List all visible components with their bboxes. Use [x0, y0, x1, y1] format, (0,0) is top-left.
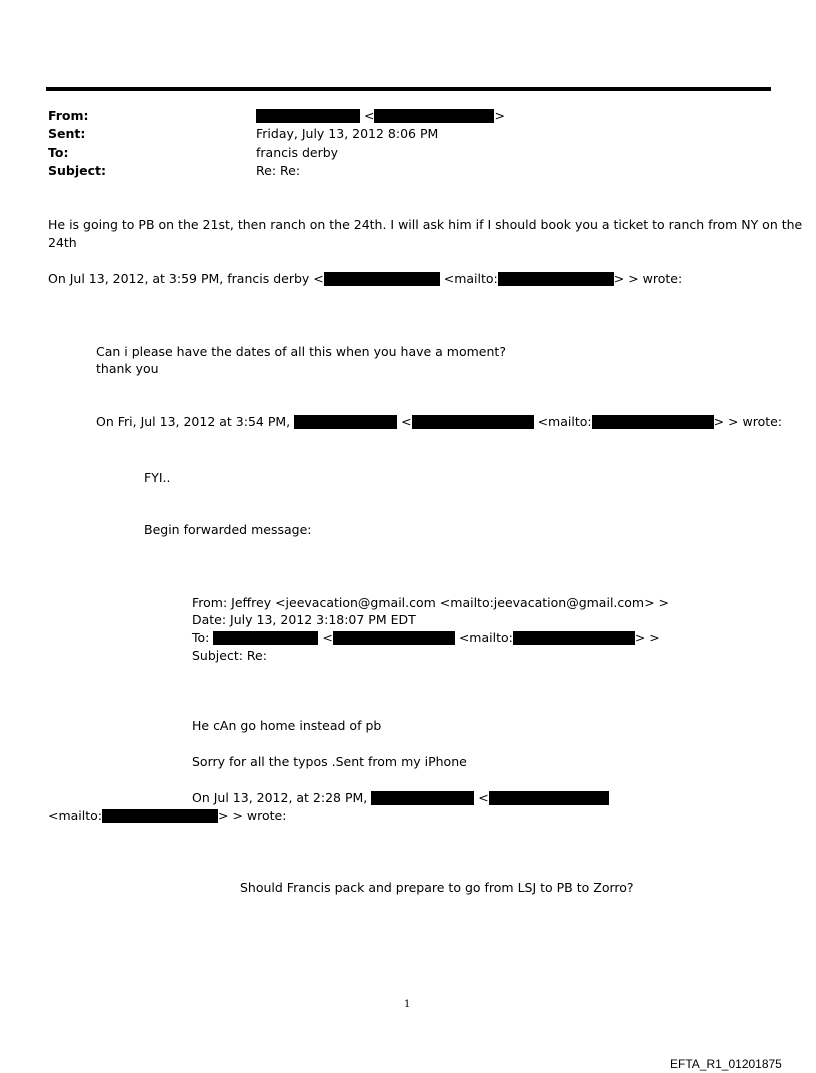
body-line-2: 24th — [48, 235, 77, 250]
subject-label: Subject: — [48, 163, 106, 178]
redaction-block — [489, 791, 609, 805]
redaction-block — [371, 791, 474, 805]
quote1-line-1: Can i please have the dates of all this when you have a moment? — [96, 344, 506, 359]
to-label: To: — [48, 145, 69, 160]
fwd-subject-line: Subject: Re: — [192, 648, 267, 663]
quote2-lt: < — [401, 414, 412, 429]
quote3-prefix: On Jul 13, 2012, at 2:28 PM, — [192, 790, 368, 805]
quote3-question: Should Francis pack and prepare to go from LSJ to PB to Zorro? — [240, 880, 634, 895]
from-value — [256, 108, 505, 123]
redaction-block — [333, 631, 455, 645]
quote3-attribution — [192, 790, 609, 805]
quote2-suffix: > > wrote: — [713, 414, 783, 429]
document-id: EFTA_R1_01201875 — [670, 1057, 782, 1071]
fwd-body-line-1: He cAn go home instead of pb — [192, 718, 382, 733]
redaction-block — [324, 272, 440, 286]
from-gt: > — [494, 108, 505, 123]
subject-value: Re: Re: — [256, 163, 301, 178]
fwd-from-line: From: Jeffrey <jeevacation@gmail.com <mailto:jeevacation@gmail.com> > — [192, 595, 670, 610]
quote2-prefix: On Fri, Jul 13, 2012 at 3:54 PM, — [96, 414, 291, 429]
redaction-block — [412, 415, 534, 429]
redaction-block — [213, 631, 318, 645]
from-label: From: — [48, 108, 89, 123]
redaction-block — [294, 415, 397, 429]
fwd-date-line: Date: July 13, 2012 3:18:07 PM EDT — [192, 612, 416, 627]
quote1-prefix: On Jul 13, 2012, at 3:59 PM, francis derby < — [48, 271, 324, 286]
quote3-mailto: <mailto: — [48, 808, 103, 823]
redaction-block — [256, 109, 360, 123]
to-value: francis derby — [256, 145, 339, 160]
sent-value: Friday, July 13, 2012 8:06 PM — [256, 126, 439, 141]
quote3-lt: < — [478, 790, 489, 805]
quote3-attribution-wrap — [48, 808, 286, 823]
body-line-1: He is going to PB on the 21st, then ranch on the 24th. I will ask him if I should book you a ticket to ranch from NY on the — [48, 217, 803, 232]
quote1-line-2: thank you — [96, 361, 159, 376]
fwd-to-mailto: <mailto: — [458, 630, 513, 645]
forwarded-heading: Begin forwarded message: — [144, 522, 312, 537]
quote2-attribution — [96, 414, 782, 429]
header-rule — [46, 87, 771, 91]
fwd-to-end: > > — [634, 630, 660, 645]
from-lt: < — [363, 108, 375, 123]
redaction-block — [513, 631, 635, 645]
fyi-text: FYI.. — [144, 470, 171, 485]
fwd-to-label: To: — [192, 630, 210, 645]
quote1-mailto: <mailto: — [443, 271, 498, 286]
redaction-block — [592, 415, 714, 429]
quote3-suffix: > > wrote: — [218, 808, 287, 823]
sent-label: Sent: — [48, 126, 86, 141]
redaction-block — [102, 809, 218, 823]
fwd-body-line-2: Sorry for all the typos .Sent from my iPhone — [192, 754, 467, 769]
quote1-suffix: > > wrote: — [613, 271, 683, 286]
redaction-block — [374, 109, 494, 123]
page-number: 1 — [404, 999, 411, 1010]
quote1-attribution — [48, 271, 682, 286]
quote2-mailto: <mailto: — [537, 414, 592, 429]
fwd-to-lt: < — [322, 630, 333, 645]
fwd-to-line — [192, 630, 660, 645]
redaction-block — [498, 272, 614, 286]
